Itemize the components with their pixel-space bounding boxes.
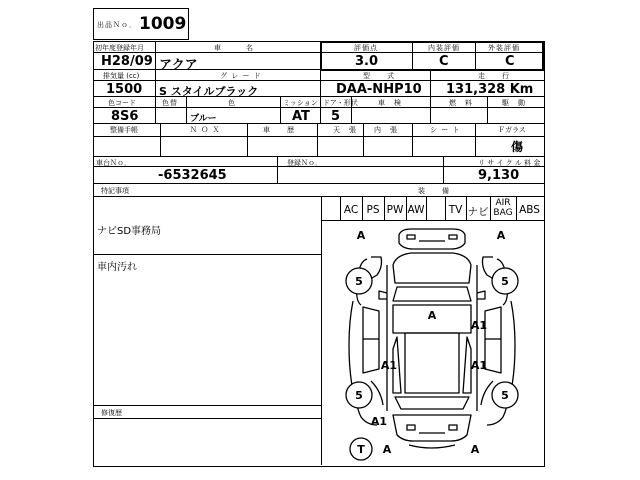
mark-front-left: A (356, 229, 366, 242)
color-code-value: 8S6 (111, 109, 139, 124)
equipment-ps: PS (366, 204, 380, 216)
lot-number-value: 1009 (139, 14, 187, 34)
mark-left-front-wheel: 5 (355, 275, 363, 288)
mileage-label: 走 行 (478, 72, 510, 80)
repair-history-label: 修復歴 (101, 409, 122, 417)
interior-grade-label: 内装評価 (428, 44, 460, 52)
mark-rear-left: A1 (370, 415, 388, 428)
doors-label: ドア・形状 (323, 99, 358, 107)
mark-front-right: A (496, 229, 506, 242)
grade-value: S スタイルブラック (159, 85, 259, 98)
car-damage-diagram (321, 221, 543, 464)
equipment-label: 装 備 (418, 187, 450, 195)
exterior-grade-label: 外装評価 (488, 44, 520, 52)
mark-rear-bottom-right: A (470, 443, 480, 456)
lot-number-label: 出品Ｎｏ． (97, 21, 137, 29)
equipment-pw: PW (386, 204, 404, 216)
mark-right-front-wheel: 5 (501, 275, 509, 288)
note-interior-dirty: 車内汚れ (97, 262, 137, 273)
equipment-navi: ナビ (467, 206, 489, 218)
note-navi: ナビSD事務局 (97, 226, 162, 237)
transmission-value: AT (292, 109, 310, 124)
special-notes-label: 特記事項 (101, 187, 129, 195)
mark-right-rear-wheel: 5 (501, 389, 509, 402)
displacement-label: 排気量 (cc) (103, 72, 140, 80)
mark-roof: A (427, 309, 437, 322)
score-value: 3.0 (355, 54, 379, 69)
transmission-label: ミッション (283, 99, 318, 107)
reg-year-value: H28/09 (101, 54, 153, 69)
color-change-label: 色替 (162, 99, 178, 107)
manual-label: 整備手帳 (110, 126, 138, 134)
mark-tire: T (357, 443, 365, 456)
displacement-value: 1500 (106, 82, 143, 97)
grade-label: グ レ ー ド (220, 72, 262, 80)
interior-panel-label: 内 張 (374, 126, 398, 134)
mark-right-front-door: A1 (470, 319, 488, 332)
model-value: DAA-NHP10 (336, 82, 422, 97)
color-value: ブルー (190, 114, 217, 124)
equipment-ac: AC (343, 204, 359, 216)
fuel-label: 燃 料 (449, 99, 473, 107)
reg-year-label: 初年度登録年月 (95, 44, 144, 52)
drive-label: 駆 動 (502, 99, 526, 107)
score-label: 評価点 (354, 44, 378, 52)
equipment-abs: ABS (519, 204, 540, 216)
seat-label: シ ー ト (430, 126, 461, 134)
model-label: 型 式 (363, 72, 395, 80)
chassis-label: 車台Ｎｏ． (96, 159, 131, 167)
interior-grade-value: C (439, 54, 449, 69)
car-name-label: 車 名 (214, 44, 254, 52)
color-label: 色 (228, 99, 236, 107)
glass-label: Ｆガラス (498, 126, 526, 134)
doors-value: 5 (331, 109, 341, 124)
car-name-value: アクア (159, 58, 198, 73)
color-code-label: 色コード (108, 99, 136, 107)
chassis-value: -6532645 (158, 168, 227, 183)
mark-right-rear-door: A1 (470, 359, 488, 372)
glass-value: 傷 (511, 140, 524, 154)
registration-label: 登録Ｎｏ． (287, 159, 322, 167)
recycle-fee-value: 9,130 (478, 168, 520, 183)
mark-left-rear-door: A1 (380, 359, 398, 372)
mark-left-rear-wheel: 5 (355, 389, 363, 402)
equipment-airbag: AIR BAG (493, 198, 513, 218)
inspection-label: 車 検 (378, 99, 402, 107)
nox-label: Ｎ Ｏ Ｘ (190, 126, 221, 134)
lot-number-box (93, 8, 189, 40)
history-label: 車 歴 (263, 126, 295, 134)
mileage-value: 131,328 Km (446, 82, 534, 97)
equipment-aw: AW (407, 204, 425, 216)
mark-rear-bottom-left: A (382, 443, 392, 456)
exterior-grade-value: C (505, 54, 515, 69)
recycle-fee-label: リ サ イ ク ル 料 金 (478, 159, 541, 167)
sunroof-label: 天 張 (333, 126, 357, 134)
equipment-tv: TV (448, 204, 463, 216)
